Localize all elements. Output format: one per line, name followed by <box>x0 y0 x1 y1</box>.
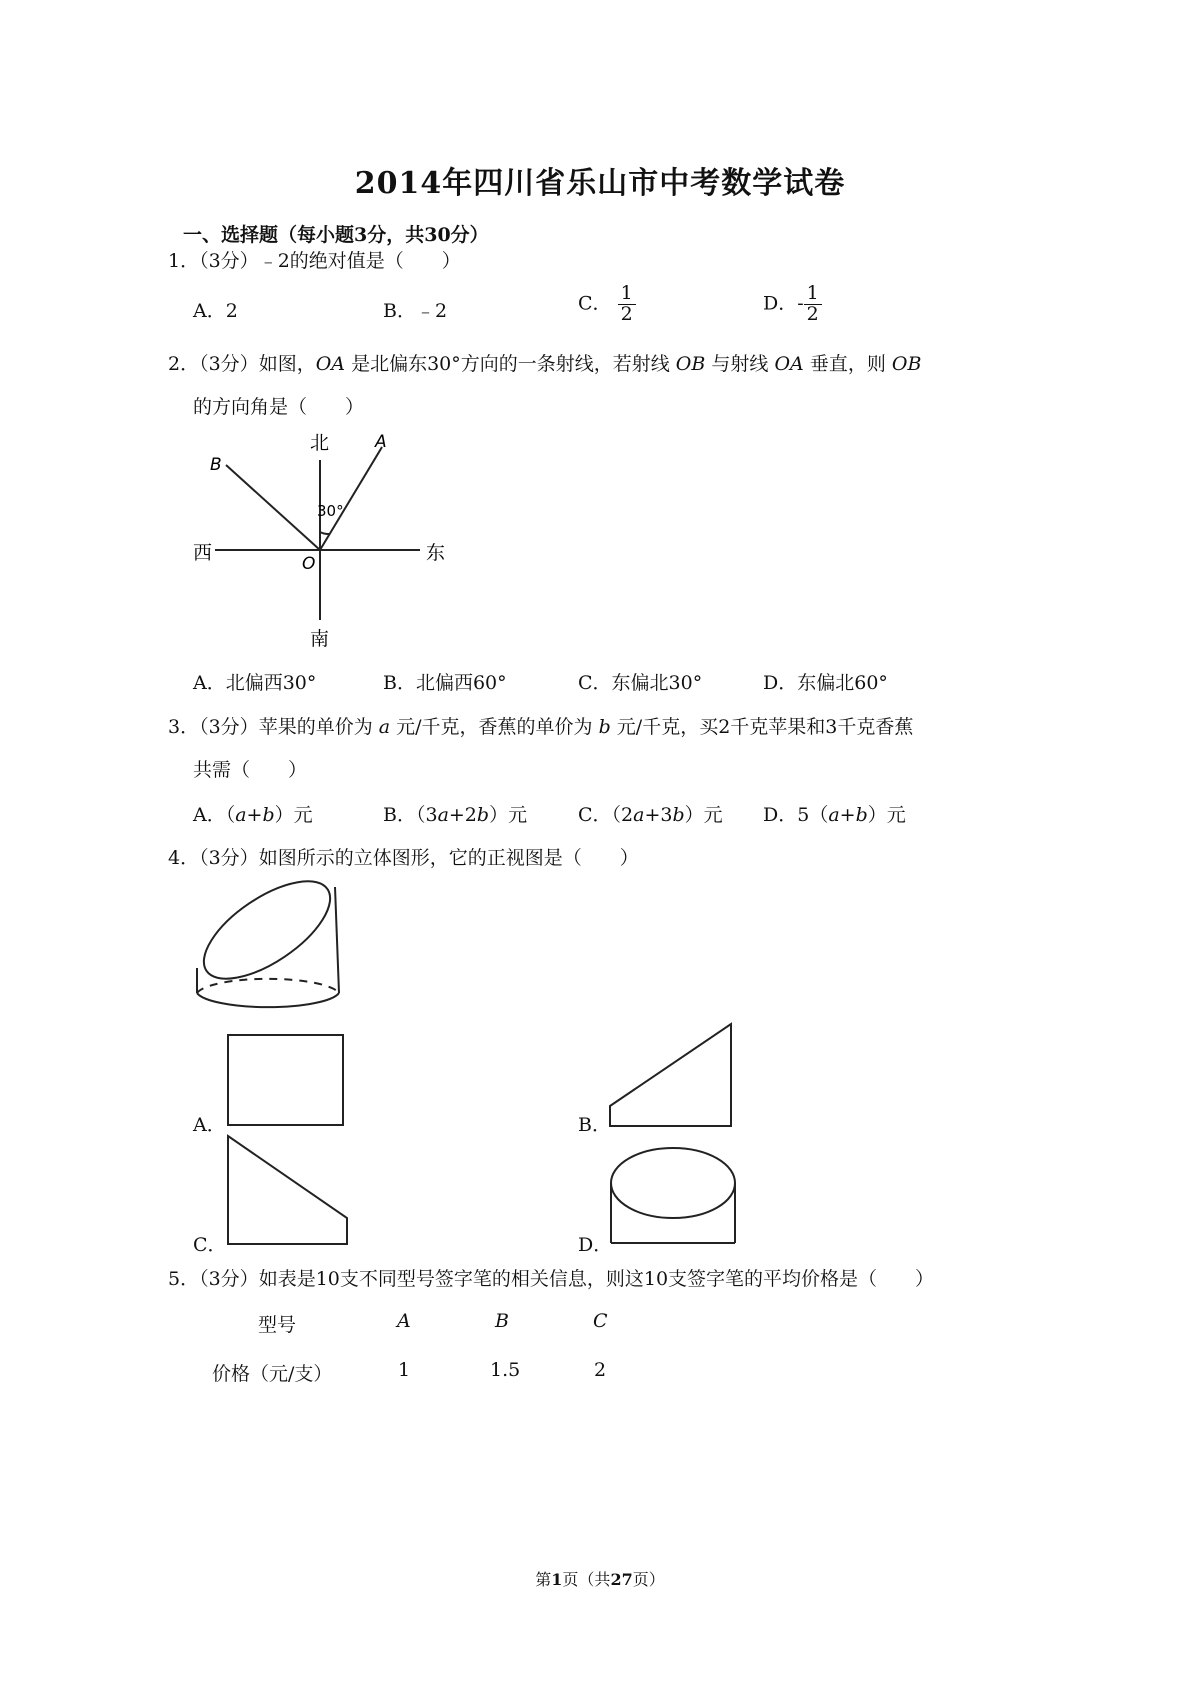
q2-option-b: B．北偏西60° <box>383 672 507 694</box>
question-5 <box>168 1264 934 1291</box>
footer-text: 第 <box>535 1570 552 1589</box>
math-var: b <box>598 716 611 738</box>
table-header-model: 型号 <box>258 1314 297 1336</box>
fraction-denominator: 2 <box>806 302 819 325</box>
q4-option-a-figure <box>225 1032 347 1128</box>
question-score: （3分） <box>199 847 259 869</box>
question-text: ﹣2的绝对值是（ ） <box>258 250 461 272</box>
east-label: 东 <box>426 542 446 564</box>
top-ellipse <box>611 1148 735 1218</box>
point-o-label: O <box>302 554 316 574</box>
q4-option-b: B． <box>578 1114 611 1136</box>
option-label: D． <box>763 292 798 315</box>
question-score: （3分） <box>199 250 259 272</box>
question-number: 4． <box>168 847 200 869</box>
question-text: 苹果的单价为 <box>258 716 373 738</box>
question-number: 5． <box>168 1268 200 1290</box>
option-text: +3 <box>644 804 673 826</box>
q1-option-b: B．﹣2 <box>383 300 448 322</box>
question-2-line-2: 的方向角是（ ） <box>193 396 365 418</box>
question-score: （3分） <box>199 353 259 375</box>
question-text: 如图所示的立体图形，它的正视图是（ ） <box>258 847 639 869</box>
footer-text: 页（共 <box>562 1570 611 1589</box>
option-text: ）元 <box>274 804 313 826</box>
question-text: 垂直，则 <box>809 353 886 375</box>
q2-option-a: A．北偏西30° <box>193 672 317 694</box>
fraction <box>618 284 636 325</box>
table-cell: 1 <box>398 1359 411 1381</box>
q3-option-c <box>578 800 723 827</box>
math-var: b <box>476 804 490 826</box>
question-text: 是北偏东30°方向的一条射线，若射线 <box>351 353 670 375</box>
q1-option-d <box>763 284 822 325</box>
page-footer <box>0 1567 1200 1590</box>
page-title: 2014年四川省乐山市中考数学试卷 <box>354 166 846 201</box>
q1-option-c <box>578 284 636 325</box>
q3-option-a <box>193 800 313 827</box>
table-cell: 1.5 <box>490 1359 521 1381</box>
question-number: 1． <box>168 250 200 272</box>
q3-option-b <box>383 800 527 827</box>
math-expr: a+b <box>828 804 868 826</box>
math-var: b <box>672 804 685 826</box>
angle-label: 30° <box>317 502 344 520</box>
question-score: （3分） <box>199 716 259 738</box>
question-3-line-2: 共需（ ） <box>193 759 308 781</box>
q4-option-d-figure <box>607 1145 739 1247</box>
trapezoid-shape <box>228 1136 347 1244</box>
section-heading: 一、选择题（每小题3分，共30分） <box>183 224 489 246</box>
question-text: 与射线 <box>711 353 769 375</box>
trapezoid-shape <box>610 1024 731 1126</box>
math-var: OB <box>891 353 922 375</box>
option-text: ）元 <box>684 804 723 826</box>
compass-diagram <box>185 425 485 655</box>
math-expr: a+b <box>235 804 275 826</box>
q2-option-c: C．东偏北30° <box>578 672 703 694</box>
fraction-numerator: 1 <box>804 284 822 305</box>
q4-option-d: D． <box>578 1234 613 1256</box>
math-var: a <box>633 804 645 826</box>
question-text: 如表是10支不同型号签字笔的相关信息，则这10支签字笔的平均价格是（ ） <box>258 1268 935 1290</box>
q4-option-c-figure <box>225 1132 351 1248</box>
math-var: OB <box>675 353 706 375</box>
table-row-label-price: 价格（元/支） <box>212 1363 333 1385</box>
minus-sign: - <box>797 292 804 315</box>
question-4 <box>168 843 639 870</box>
table-header-b: B <box>495 1310 509 1332</box>
fraction-denominator: 2 <box>620 302 633 325</box>
south-label: 南 <box>310 628 330 650</box>
q1-option-a: A．2 <box>193 300 238 322</box>
option-text: ）元 <box>489 804 528 826</box>
fraction <box>804 284 822 325</box>
q4-option-b-figure <box>607 1020 735 1130</box>
question-3 <box>168 712 913 739</box>
table-header-a: A <box>397 1310 411 1332</box>
question-1 <box>168 246 461 273</box>
math-var: a <box>378 716 391 738</box>
math-var: a <box>437 804 449 826</box>
q3-option-d <box>763 800 906 827</box>
question-number: 2． <box>168 353 200 375</box>
q4-option-a: A． <box>193 1114 226 1136</box>
math-var: OA <box>774 353 804 375</box>
option-text: C．（2 <box>578 804 634 826</box>
point-b-label: B <box>210 455 222 475</box>
question-text: 元/千克，买2千克苹果和3千克香蕉 <box>616 716 914 738</box>
angle-arc <box>320 532 329 534</box>
table-cell: 2 <box>594 1359 607 1381</box>
question-text: 元/千克，香蕉的单价为 <box>396 716 593 738</box>
point-a-label: A <box>375 432 387 452</box>
page-total: 27 <box>610 1570 633 1589</box>
option-text: B．（3 <box>383 804 438 826</box>
question-text: 如图， <box>258 353 316 375</box>
question-score: （3分） <box>199 1268 259 1290</box>
truncated-cylinder-figure <box>185 875 345 1020</box>
right-edge <box>335 887 339 993</box>
fraction-numerator: 1 <box>618 284 636 305</box>
option-text: A．（ <box>193 804 236 826</box>
table-header-c: C <box>593 1310 608 1332</box>
north-label: 北 <box>310 432 330 454</box>
option-text: ）元 <box>867 804 906 826</box>
footer-text: 页） <box>632 1570 665 1589</box>
option-text: +2 <box>448 804 477 826</box>
q4-option-c: C． <box>193 1234 227 1256</box>
option-text: D．5（ <box>763 804 829 826</box>
base-back-arc <box>197 979 339 993</box>
option-label: C． <box>578 292 612 315</box>
ray-oa <box>320 447 382 550</box>
question-2 <box>168 349 921 376</box>
ray-ob <box>226 465 320 550</box>
page-number: 1 <box>551 1570 563 1589</box>
west-label: 西 <box>193 542 213 564</box>
slanted-top-ellipse <box>189 875 345 997</box>
base-front-arc <box>197 993 339 1007</box>
question-number: 3． <box>168 716 200 738</box>
rectangle-shape <box>228 1035 343 1125</box>
q2-option-d: D．东偏北60° <box>763 672 888 694</box>
math-var: OA <box>315 353 346 375</box>
